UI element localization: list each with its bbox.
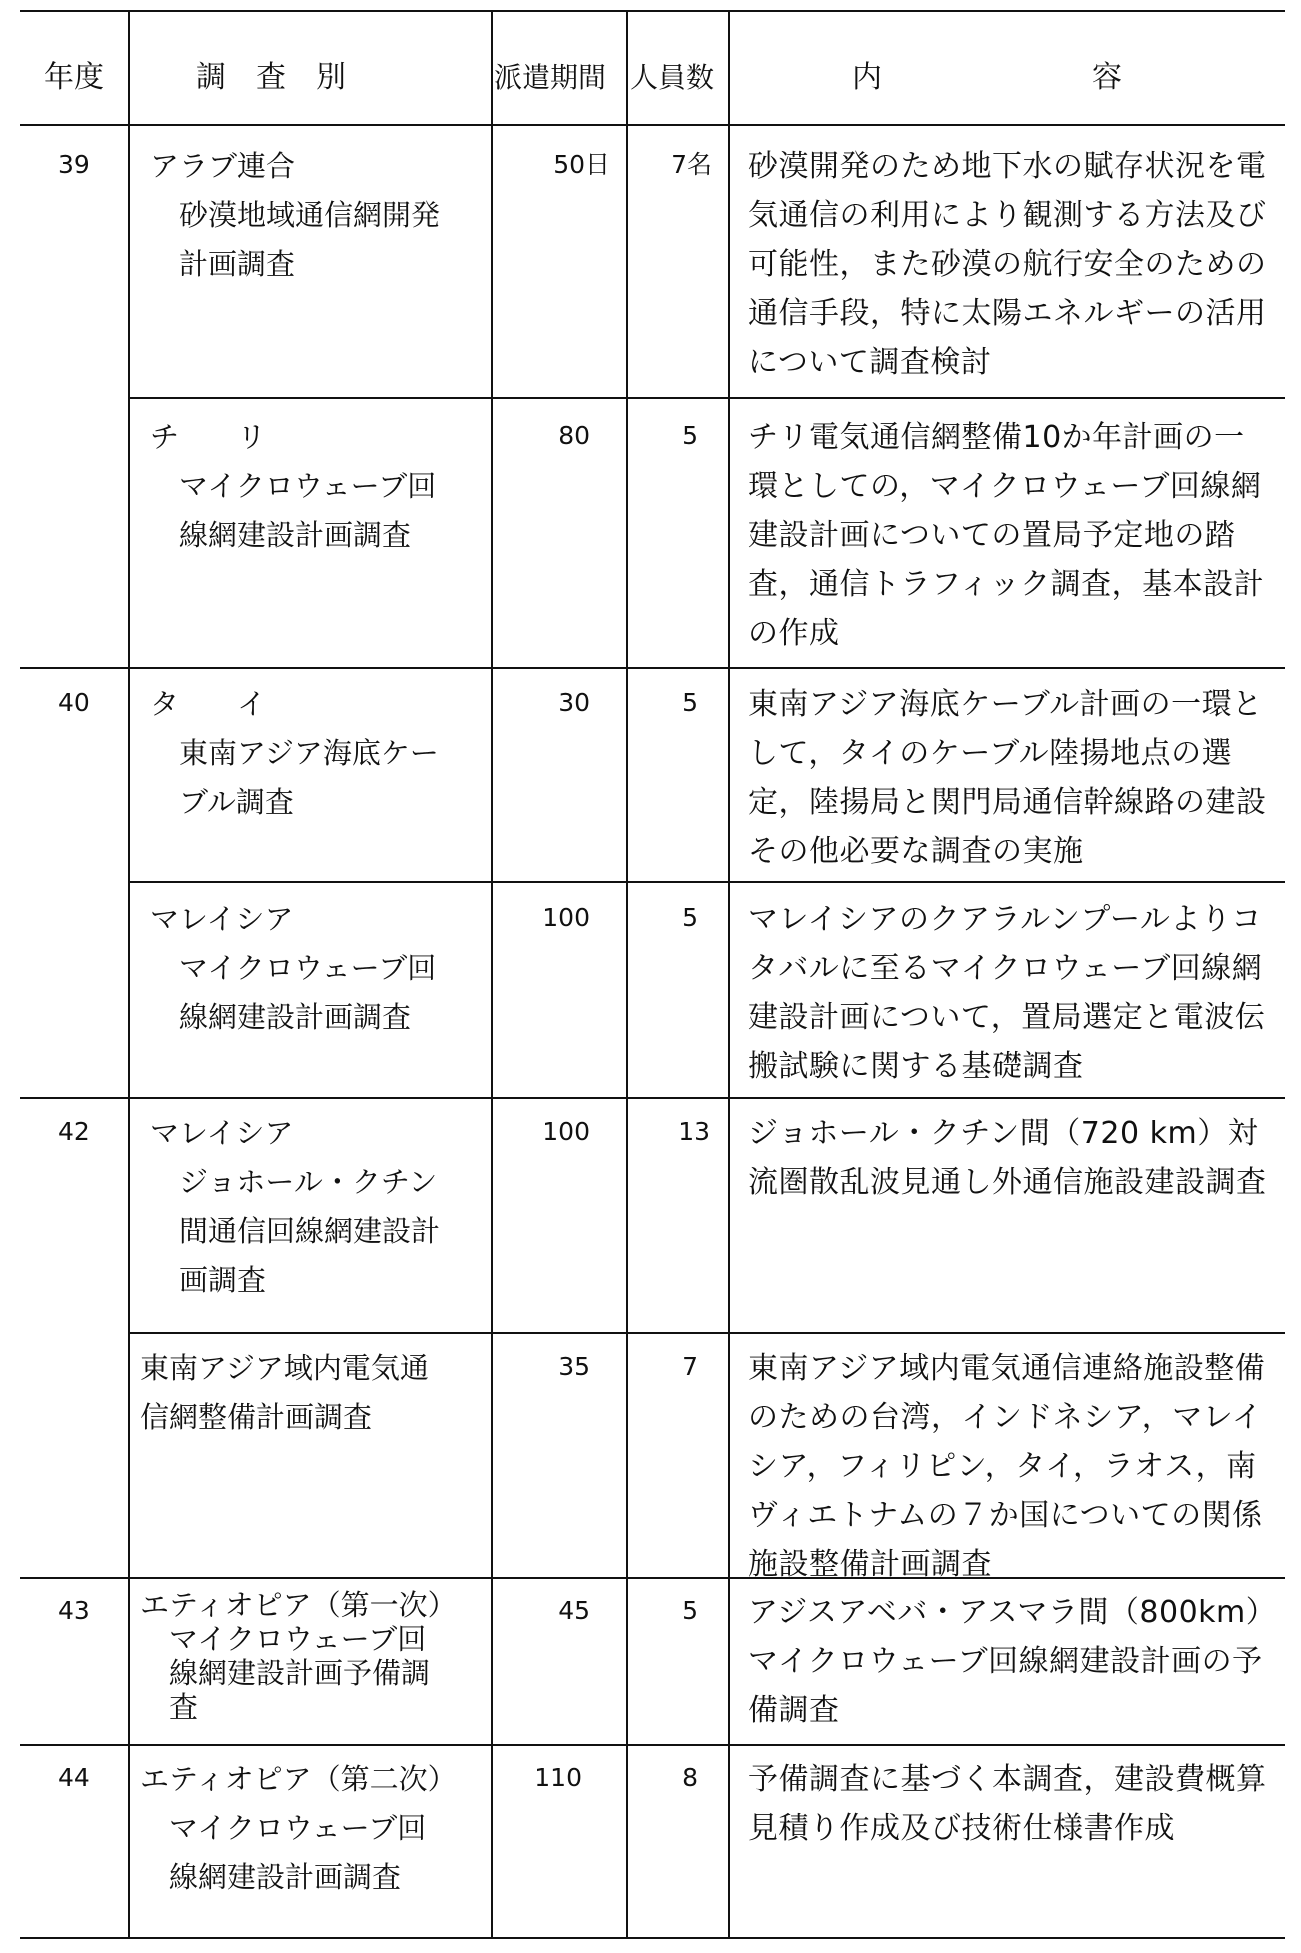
row-survey: エティオピア（第二次） マイクロウェーブ回 線網建設計画調査: [140, 1762, 457, 1894]
row-persons: 5: [682, 421, 698, 450]
row-content: 予備調査に基づく本調査，建設費概算見積り作成及び技術仕様書作成: [748, 1762, 1267, 1846]
col-rule-4: [728, 10, 730, 1937]
row-persons: 5: [682, 688, 698, 717]
row-year: 42: [58, 1117, 90, 1146]
row-year: 43: [58, 1596, 90, 1625]
row-period: 45: [558, 1596, 590, 1625]
row-year: 44: [58, 1763, 90, 1792]
row-content: チリ電気通信網整備10か年計画の一環としての，マイクロウェーブ回線網建設計画についての置局予定地の踏査，通信トラフィック調査，基本設計の作成: [748, 420, 1265, 651]
rule-row-5: [128, 1332, 1285, 1334]
header-period: 派遣期間: [494, 61, 607, 94]
rule-row-3: [128, 881, 1285, 883]
row-year: 39: [58, 150, 90, 179]
row-period: 80: [558, 421, 590, 450]
header-persons: 人員数: [630, 61, 715, 94]
rule-year-40: [20, 1097, 1285, 1099]
row-survey: エティオピア（第一次） マイクロウェーブ回 線網建設計画予備調 査: [140, 1588, 457, 1724]
row-period: 100: [542, 1117, 590, 1146]
row-survey: アラブ連合 砂漠地域通信網開発 計画調査: [150, 149, 441, 281]
row-period: 30: [558, 688, 590, 717]
row-survey: 東南アジア域内電気通 信網整備計画調査: [140, 1351, 429, 1434]
row-content: 砂漠開発のため地下水の賦存状況を電気通信の利用により観測する方法及び可能性，また砂漠の航行安全のための通信手段，特に太陽エネルギーの活用について調査検討: [748, 149, 1267, 380]
row-persons: 8: [682, 1763, 698, 1792]
row-persons: 7名: [671, 150, 712, 179]
header-content: 内 容: [852, 60, 1122, 95]
header-year: 年度: [44, 60, 104, 95]
row-content: 東南アジア域内電気通信連絡施設整備のための台湾，インドネシア，マレイシア，フィリピン，タイ，ラオス，南ヴィエトナムの７か国についての関係施設整備計画調査: [748, 1351, 1266, 1582]
row-persons: 13: [678, 1117, 710, 1146]
row-year: 40: [58, 688, 90, 717]
row-content: アジスアベバ・アスマラ間（800km）マイクロウェーブ回線網建設計画の予備調査: [748, 1595, 1263, 1728]
row-content: マレイシアのクアラルンプールよりコタバルに至るマイクロウェーブ回線網建設計画について，置局選定と電波伝搬試験に関する基礎調査: [748, 902, 1266, 1084]
col-rule-3: [626, 10, 628, 1937]
row-period: 110: [534, 1763, 582, 1792]
row-survey: マレイシア マイクロウェーブ回 線網建設計画調査: [150, 902, 437, 1034]
row-content: 東南アジア海底ケーブル計画の一環として，タイのケーブル陸揚地点の選定，陸揚局と関門局通信幹線路の建設その他必要な調査の実施: [748, 687, 1267, 869]
row-period: 50日: [553, 150, 610, 179]
row-period: 35: [558, 1352, 590, 1381]
row-content: ジョホール・クチン間（720 km）対流圏散乱波見通し外通信施設建設調査: [748, 1116, 1267, 1200]
header-survey: 調 査 別: [196, 60, 346, 95]
row-period: 100: [542, 903, 590, 932]
col-rule-1: [128, 10, 130, 1937]
col-rule-2: [491, 10, 493, 1937]
row-survey: マレイシア ジョホール・クチン 間通信回線網建設計 画調査: [150, 1116, 441, 1297]
row-persons: 5: [682, 1596, 698, 1625]
rule-bottom: [20, 1937, 1285, 1939]
rule-top: [20, 10, 1285, 12]
row-persons: 5: [682, 903, 698, 932]
rule-year-43: [20, 1744, 1285, 1746]
rule-header: [20, 124, 1285, 126]
row-survey: チ リ マイクロウェーブ回 線網建設計画調査: [150, 420, 437, 552]
row-persons: 7: [682, 1352, 698, 1381]
rule-row-1: [128, 397, 1285, 399]
rule-year-39: [20, 667, 1285, 669]
row-survey: タ イ 東南アジア海底ケー ブル調査: [150, 687, 439, 819]
